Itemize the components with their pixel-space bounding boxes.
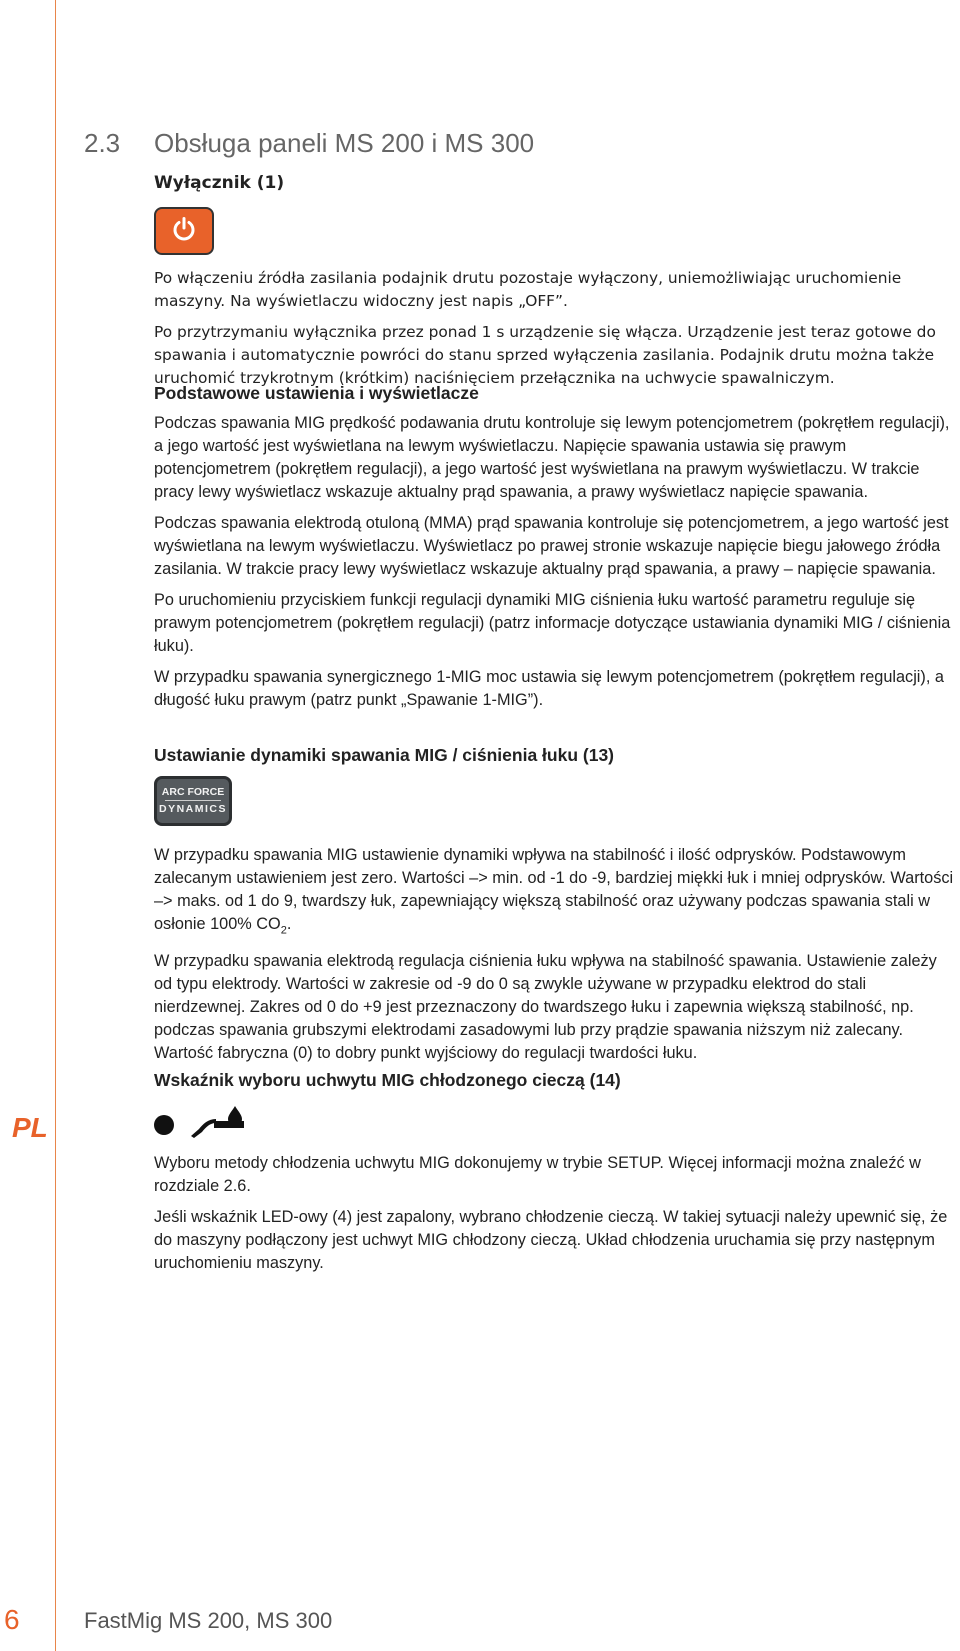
footer-product-title: FastMig MS 200, MS 300	[84, 1608, 333, 1633]
co2-subscript: 2	[280, 924, 287, 937]
basic-settings-heading: Podstawowe ustawienia i wyświetlacze	[154, 383, 479, 403]
cooling-section	[154, 1070, 954, 1283]
margin-rule	[55, 0, 56, 1651]
cooling-heading: Wskaźnik wyboru uchwytu MIG chłodzonego cieczą (14)	[154, 1070, 621, 1090]
power-icon	[171, 216, 197, 247]
dynamics-paragraph-1	[154, 844, 954, 942]
section-number: 2.3	[84, 128, 121, 158]
section-title-text: Obsługa paneli MS 200 i MS 300	[154, 128, 535, 158]
switch-section	[154, 173, 954, 390]
basic-paragraph-4: W przypadku spawania synergicznego 1-MIG moc ustawia się lewym potencjometrem (pokrętłem regulacji), a długość łuku prawym (patrz punkt „Spawanie 1-MIG”).	[154, 668, 944, 709]
switch-heading: Wyłącznik (1)	[154, 173, 285, 193]
section-title	[84, 128, 534, 159]
basic-paragraph-3: Po uruchomieniu przyciskiem funkcji regulacji dynamiki MIG ciśnienia łuku wartość parametru reguluje się prawym potencjometrem (pokrętłem regulacji) (patrz informacje dotyczące ustawiania dynamiki MIG / ciśnienia łuku).	[154, 591, 951, 655]
language-tag: PL	[12, 1112, 48, 1143]
arc-force-label: ARC FORCE	[161, 786, 225, 798]
cooling-paragraph-2: Jeśli wskaźnik LED-owy (4) jest zapalony, wybrano chłodzenie cieczą. W takiej sytuacji należy upewnić się, że do maszyny podłączony jest uchwyt MIG chłodzony cieczą. Układ chłodzenia uruchamia się przy następnym uruchomieniu maszyny.	[154, 1208, 948, 1272]
arc-force-dynamics-button-illustration	[154, 776, 232, 826]
dynamics-label: DYNAMICS	[158, 803, 227, 815]
dynamics-section	[154, 745, 954, 1073]
button-divider	[165, 800, 221, 801]
basic-paragraph-1: Podczas spawania MIG prędkość podawania drutu kontroluje się lewym potencjometrem (pokrętłem regulacji), a jego wartość jest wyświetlana na lewym wyświetlaczu. Napięcie spawania ustawia się prawym potencjometrem (pokrętłem regulacji), a jego wartość jest wyświetlana na prawym wyświetlaczu. W trakcie pracy lewy wyświetlacz wskazuje aktualny prąd spawania, a prawy wyświetlacz napięcie spawania.	[154, 414, 950, 501]
cooling-icons	[154, 1105, 954, 1144]
dynamics-paragraph-2: W przypadku spawania elektrodą regulacja ciśnienia łuku wpływa na stabilność spawania. Ustawienie zależy od typu elektrody. Wartości w zakresie od -9 do 0 są zwykle używane w przypadku elektrod do stali nierdzewnej. Zakres od 0 do +9 jest przeznaczony do twardszego łuku i zapewnia większą stabilność, np. podczas spawania grubszymi elektrodami zasadowymi lub przy prądzie spawania niższym niż zalecany. Wartość fabryczna (0) to dobry punkt wyjściowy do regulacji twardości łuku.	[154, 952, 937, 1063]
switch-paragraph-2: Po przytrzymaniu wyłącznika przez ponad 1 s urządzenie się włącza. Urządzenie jest teraz gotowe do spawania i automatycznie powróci do stanu sprzed wyłączenia zasilania. Podajnik drutu można także uruchomić trzykrotnym (krótkim) naciśnięciem przełącznika na uchwycie spawalniczym.	[154, 323, 936, 387]
dynamics-paragraph-1-end: .	[286, 915, 292, 933]
page-number: 6	[4, 1604, 20, 1635]
basic-paragraph-2: Podczas spawania elektrodą otuloną (MMA) prąd spawania kontroluje się potencjometrem, a jego wartość jest wyświetlana na lewym wyświetlaczu. Wyświetlacz po prawej stronie wskazuje napięcie biegu jałowego źródła zasilania. W trakcie pracy lewy wyświetlacz wskazuje aktualny prąd spawania, a prawy – napięcie spawania.	[154, 514, 949, 578]
dynamics-paragraph-1-text: W przypadku spawania MIG ustawienie dynamiki wpływa na stabilność i ilość odprysków. Podstawowym zalecanym ustawieniem jest zero. Wartości –> min. od -1 do -9, bardziej miękki łuk i mniej odprysków. Wartości –> maks. od 1 do 9, twardszy łuk, zapewniający większą stabilność oraz używany podczas spawania stali w osłonie 100% CO	[154, 846, 954, 933]
power-button-illustration	[154, 207, 214, 255]
led-indicator-icon	[154, 1115, 174, 1135]
cooling-paragraph-1: Wyboru metody chłodzenia uchwytu MIG dokonujemy w trybie SETUP. Więcej informacji można znaleźć w rozdziale 2.6.	[154, 1154, 921, 1195]
switch-paragraph-1: Po włączeniu źródła zasilania podajnik drutu pozostaje wyłączony, uniemożliwiając uruchomienie maszyny. Na wyświetlaczu widoczny jest napis „OFF”.	[154, 269, 902, 310]
dynamics-heading: Ustawianie dynamiki spawania MIG / ciśnienia łuku (13)	[154, 745, 615, 765]
water-cooled-torch-icon	[188, 1105, 244, 1144]
basic-settings-section	[154, 383, 954, 720]
